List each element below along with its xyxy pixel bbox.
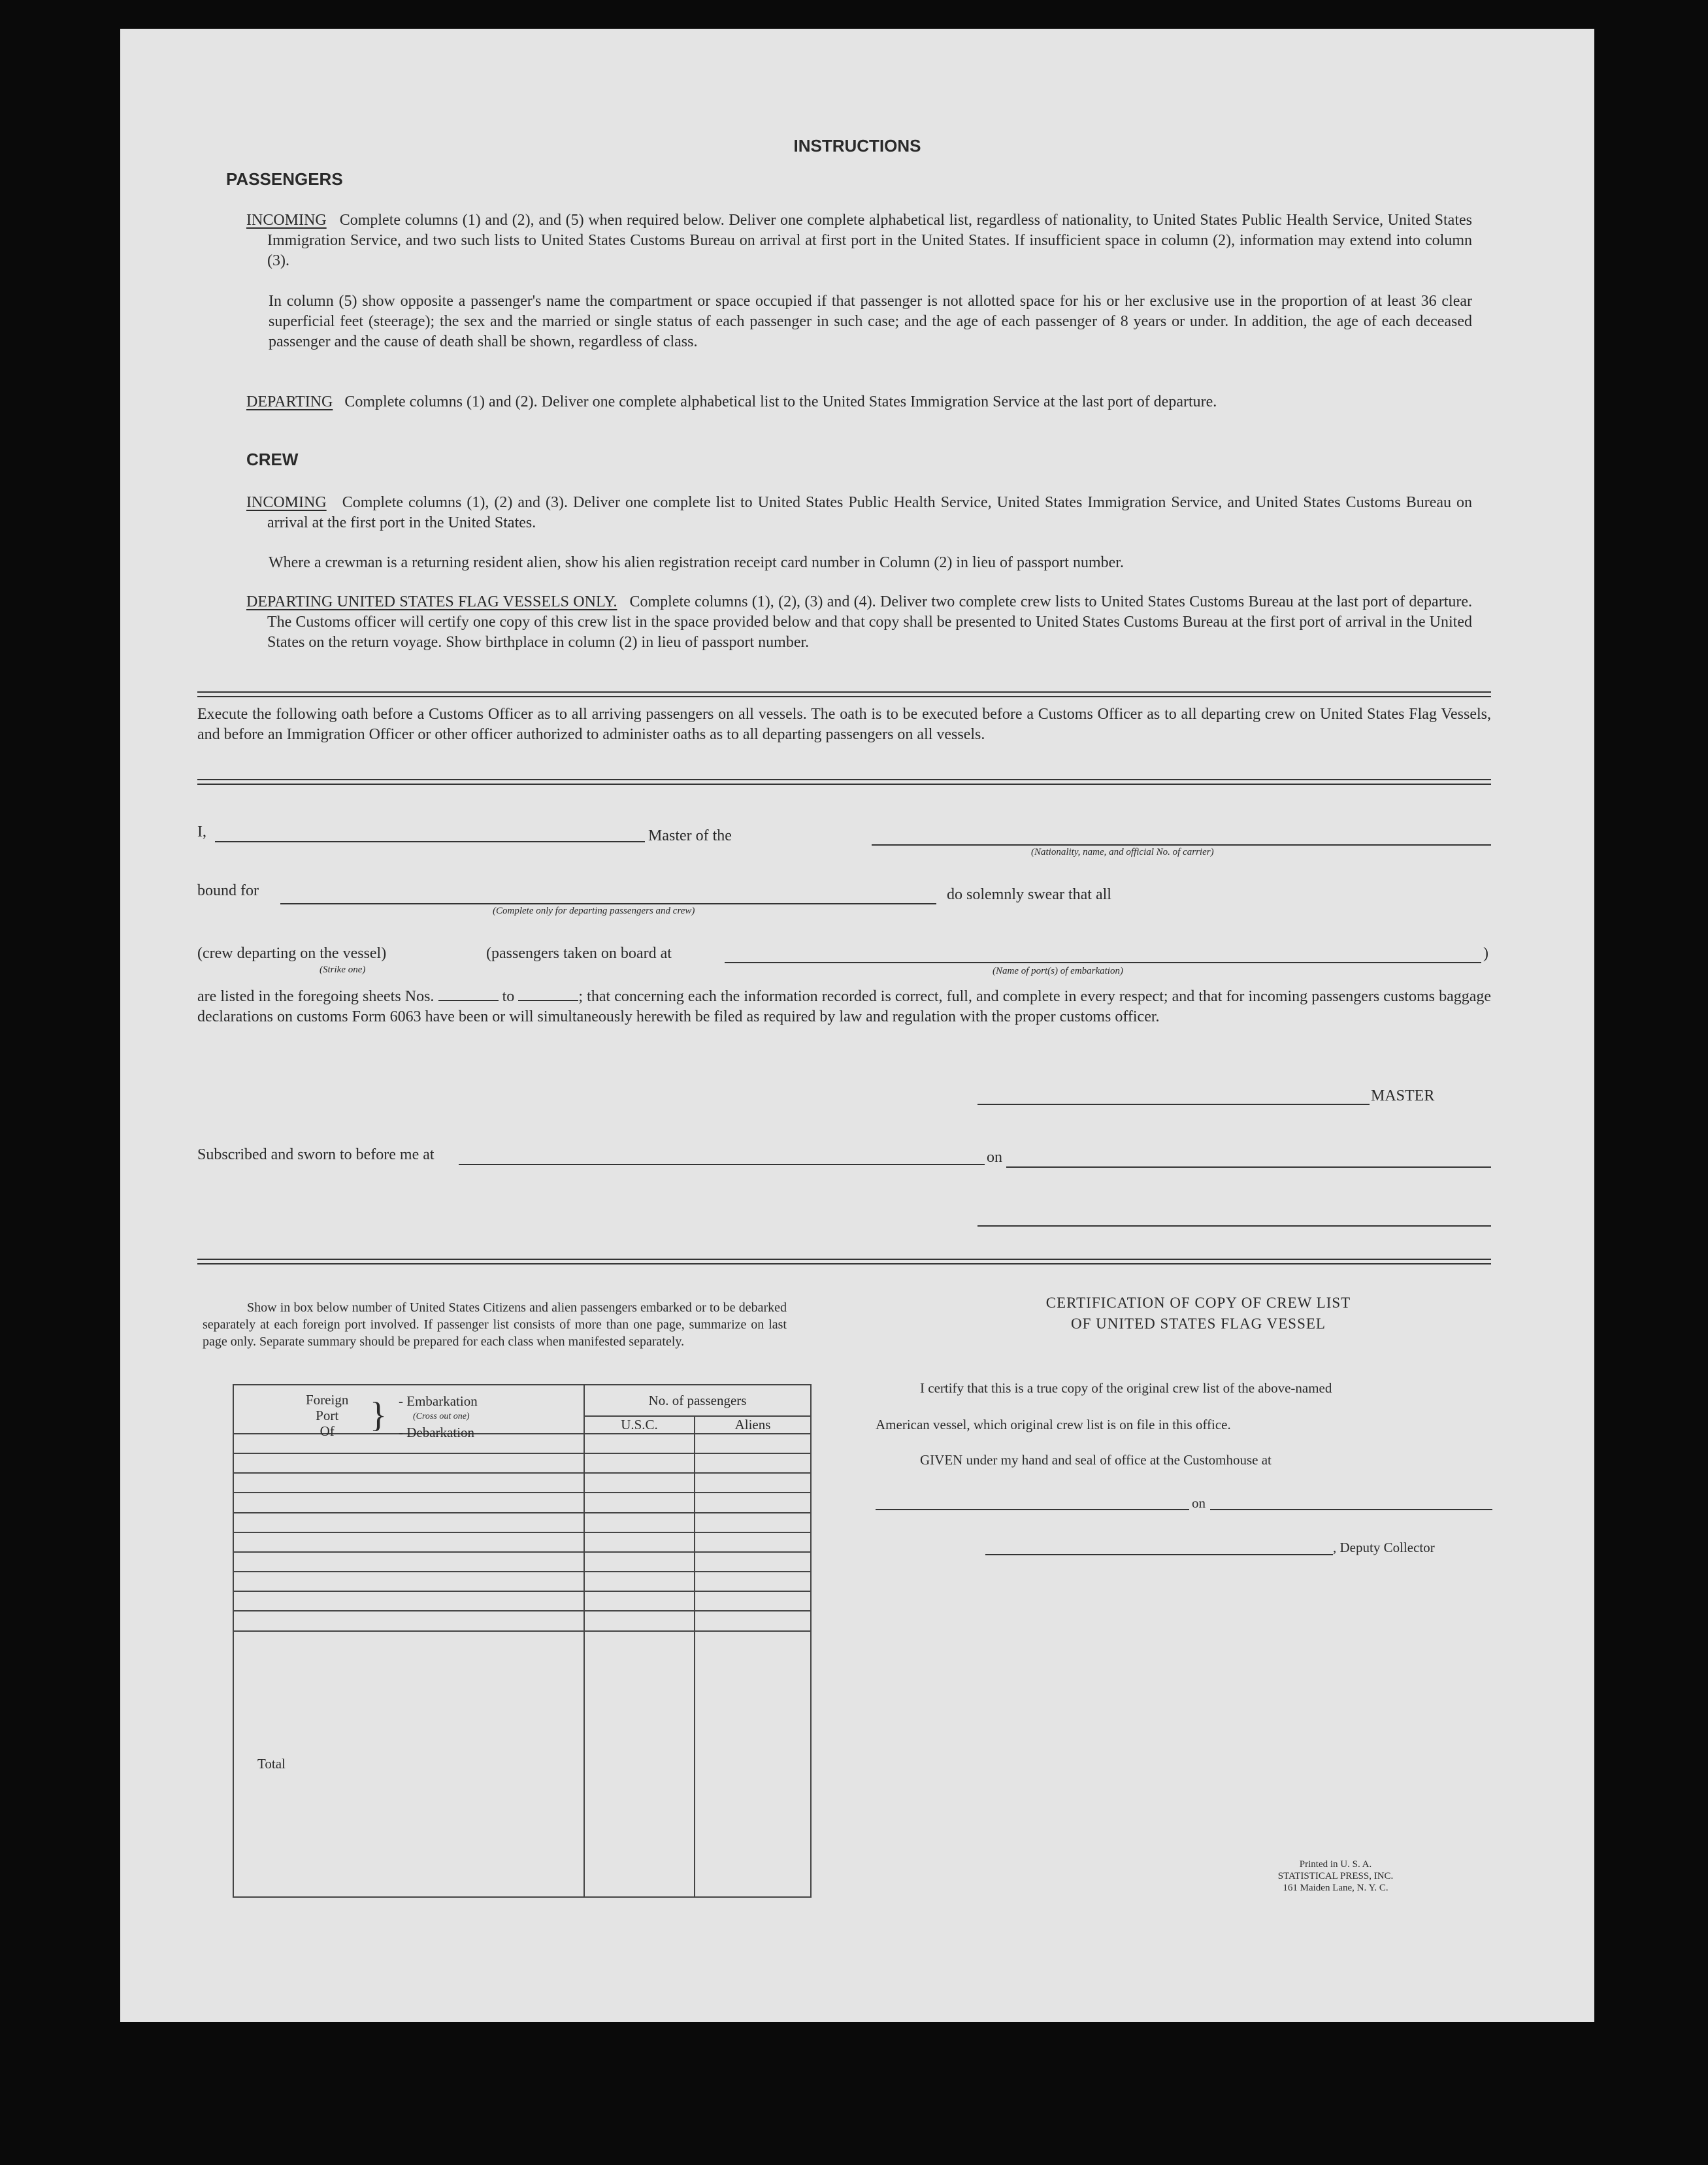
crew-incoming-label: INCOMING	[246, 494, 327, 511]
port-cell[interactable]	[233, 1453, 584, 1473]
crew-heading: CREW	[246, 450, 299, 469]
aliens-cell[interactable]	[695, 1611, 811, 1630]
oath-i-label: I,	[197, 823, 206, 840]
crew-incoming-section	[246, 493, 1472, 533]
usc-cell[interactable]	[584, 1611, 695, 1630]
master-of-the-label: Master of the	[648, 827, 732, 844]
passengers-heading: PASSENGERS	[226, 169, 343, 189]
port-cell[interactable]	[233, 1532, 584, 1552]
usc-cell[interactable]	[584, 1453, 695, 1473]
aliens-cell[interactable]	[695, 1572, 811, 1591]
customhouse-field[interactable]	[876, 1509, 1189, 1510]
sheet-to-field[interactable]	[518, 1000, 578, 1001]
usc-cell[interactable]	[584, 1532, 695, 1552]
usc-column-header: U.S.C.	[584, 1416, 695, 1434]
carrier-field[interactable]	[872, 844, 1491, 846]
passengers-incoming-label: INCOMING	[246, 212, 327, 229]
table-row	[233, 1572, 811, 1591]
officer-signature-field[interactable]	[977, 1225, 1491, 1227]
aliens-cell[interactable]	[695, 1552, 811, 1572]
crew-returning-alien-note: Where a crewman is a returning resident alien, show his alien registration receipt card number in Column (2) in lieu of passport number.	[269, 554, 1124, 571]
usc-cell[interactable]	[584, 1591, 695, 1611]
of-label: Of	[320, 1423, 335, 1439]
certification-title: CERTIFICATION OF COPY OF CREW LIST	[1045, 1295, 1351, 1311]
deputy-collector-signature-field[interactable]	[985, 1554, 1333, 1555]
certification-text-2: American vessel, which original crew list is on file in this office.	[876, 1417, 1231, 1432]
table-row	[233, 1611, 811, 1630]
form-page	[120, 29, 1594, 2022]
printer-line-1: Printed in U. S. A.	[1299, 1859, 1372, 1870]
usc-cell[interactable]	[584, 1434, 695, 1453]
usc-cell[interactable]	[584, 1473, 695, 1493]
port-cell[interactable]	[233, 1591, 584, 1611]
port-cell[interactable]	[233, 1513, 584, 1532]
crew-departing-text: Complete columns (1), (2), (3) and (4). Deliver two complete crew lists to United States Customs Bureau at the last port of departure. The Customs officer will certify one copy of this crew list in the space provided below and that copy shall be presented to United States Customs Bureau at the first port of arrival in the United States on the return voyage. Show birthplace in column (2) in lieu of passport number.	[267, 593, 1473, 651]
aliens-cell[interactable]	[695, 1493, 811, 1512]
passengers-column5-note: In column (5) show opposite a passenger's name the compartment or space occupied if that passenger is not allotted space for his or her exclusive use in the proportion of at least 36 clear superficial feet (steerage); the sex and the married or single status of each passenger in such case; and the age of each passenger of 8 years or under. In addition, the age of each deceased passenger and the cause of death shall be shown, regardless of class.	[269, 293, 1472, 350]
deputy-collector-label: , Deputy Collector	[1333, 1540, 1435, 1555]
master-label: MASTER	[1371, 1087, 1435, 1104]
oath-statement-text: ; that concerning each the information recorded is correct, full, and complete in every respect; and that for incoming passengers customs baggage declarations on customs Form 6063 have been or will simultaneously herewith be filed as required by law and regulation with the proper customs officer.	[197, 988, 1492, 1025]
aliens-cell[interactable]	[695, 1513, 811, 1532]
passengers-incoming-section	[246, 210, 1472, 271]
sworn-on-label: on	[987, 1149, 1002, 1166]
table-row	[233, 1591, 811, 1611]
sworn-place-field[interactable]	[459, 1164, 985, 1165]
crew-departing-option[interactable]: (crew departing on the vessel)	[197, 945, 387, 962]
sheets-label: are listed in the foregoing sheets Nos.	[197, 988, 435, 1005]
total-row	[233, 1631, 811, 1897]
passengers-departing-section	[246, 392, 1472, 412]
passenger-summary-table	[233, 1384, 812, 1898]
solemnly-swear-label: do solemnly swear that all	[947, 886, 1111, 903]
certification-text-3: GIVEN under my hand and seal of office at the Customhouse at	[920, 1452, 1272, 1468]
aliens-column-header: Aliens	[695, 1416, 811, 1434]
certification-subtitle: OF UNITED STATES FLAG VESSEL	[1071, 1315, 1326, 1332]
table-row	[233, 1532, 811, 1552]
printer-line-3: 161 Maiden Lane, N. Y. C.	[1283, 1883, 1388, 1893]
sheets-to-label: to	[502, 988, 515, 1005]
foreign-label: Foreign	[306, 1392, 349, 1408]
aliens-cell[interactable]	[695, 1453, 811, 1473]
oath-statement	[197, 987, 1491, 1027]
master-name-field[interactable]	[215, 841, 645, 842]
crew-departing-label: DEPARTING UNITED STATES FLAG VESSELS ONLY.	[246, 593, 617, 610]
printer-line-2: STATISTICAL PRESS, INC.	[1277, 1871, 1394, 1881]
brace-icon: }	[370, 1395, 387, 1434]
section-divider	[197, 1259, 1491, 1264]
section-divider	[197, 779, 1491, 785]
embarkation-option[interactable]: - Embarkation	[399, 1393, 478, 1409]
passengers-incoming-text: Complete columns (1) and (2), and (5) when required below. Deliver one complete alphabetical list, regardless of nationality, to United States Public Health Service, United States Immigration Service, and two such lists to United States Customs Bureau on arrival at first port in the United States. If insufficient space in column (2), information may extend into column (3).	[267, 212, 1472, 269]
debarkation-option[interactable]: - Debarkation	[399, 1425, 475, 1440]
usc-cell[interactable]	[584, 1493, 695, 1512]
certification-date-field[interactable]	[1210, 1509, 1492, 1510]
aliens-cell[interactable]	[695, 1434, 811, 1453]
port-cell[interactable]	[233, 1572, 584, 1591]
crew-departing-section	[246, 592, 1472, 653]
usc-cell[interactable]	[584, 1572, 695, 1591]
port-cell[interactable]	[233, 1493, 584, 1512]
aliens-cell[interactable]	[695, 1591, 811, 1611]
usc-cell[interactable]	[584, 1552, 695, 1572]
sheet-from-field[interactable]	[438, 1000, 499, 1001]
page-title: INSTRUCTIONS	[793, 136, 921, 156]
strike-one-caption: (Strike one)	[320, 965, 366, 975]
usc-total-cell[interactable]	[584, 1631, 695, 1897]
subscribed-label: Subscribed and sworn to before me at	[197, 1146, 435, 1163]
carrier-caption: (Nationality, name, and official No. of carrier)	[1031, 847, 1214, 857]
aliens-cell[interactable]	[695, 1532, 811, 1552]
certification-on-label: on	[1192, 1495, 1206, 1511]
table-row	[233, 1473, 811, 1493]
bound-for-caption: (Complete only for departing passengers and crew)	[493, 906, 695, 916]
passengers-count-header: No. of passengers	[584, 1385, 811, 1416]
aliens-cell[interactable]	[695, 1473, 811, 1493]
port-cell[interactable]	[233, 1473, 584, 1493]
passengers-departing-label: DEPARTING	[246, 393, 333, 410]
embarkation-port-field[interactable]	[725, 962, 1481, 963]
oath-instruction: Execute the following oath before a Customs Officer as to all arriving passengers on all vessels. The oath is to be executed before a Customs Officer as to all departing crew on United States Flag Vessels, and before an Immigration Officer or other officer authorized to administer oaths as to all departing passengers on all vessels.	[197, 706, 1491, 743]
section-divider	[197, 691, 1491, 697]
aliens-total-cell[interactable]	[695, 1631, 811, 1897]
port-cell[interactable]	[233, 1552, 584, 1572]
table-row	[233, 1552, 811, 1572]
bound-for-label: bound for	[197, 882, 259, 899]
summary-instruction: Show in box below number of United States Citizens and alien passengers embarked or to be debarked separately at each foreign port involved. If passenger list consists of more than one page, summarize on last page only. Separate summary should be prepared for each class when manifested separately.	[203, 1300, 787, 1349]
port-cell[interactable]	[233, 1611, 584, 1630]
passengers-departing-text: Complete columns (1) and (2). Deliver one complete alphabetical list to the United States Immigration Service at the last port of departure.	[344, 393, 1217, 410]
master-signature-field[interactable]	[977, 1104, 1370, 1105]
table-row	[233, 1453, 811, 1473]
crew-incoming-text: Complete columns (1), (2) and (3). Deliver one complete list to United States Public Health Service, United States Immigration Service, and United States Customs Bureau on arrival at the first port in the United States.	[267, 494, 1473, 531]
close-paren: )	[1483, 945, 1488, 962]
total-label: Total	[233, 1631, 584, 1897]
passengers-taken-option[interactable]: (passengers taken on board at	[486, 945, 672, 962]
certification-text-1: I certify that this is a true copy of the original crew list of the above-named	[920, 1380, 1332, 1396]
port-label: Port	[316, 1408, 339, 1423]
table-row	[233, 1493, 811, 1512]
cross-out-caption: (Cross out one)	[413, 1412, 470, 1421]
bound-for-field[interactable]	[280, 903, 936, 904]
sworn-date-field[interactable]	[1006, 1166, 1491, 1168]
usc-cell[interactable]	[584, 1513, 695, 1532]
table-row	[233, 1513, 811, 1532]
embarkation-port-caption: (Name of port(s) of embarkation)	[993, 966, 1123, 976]
